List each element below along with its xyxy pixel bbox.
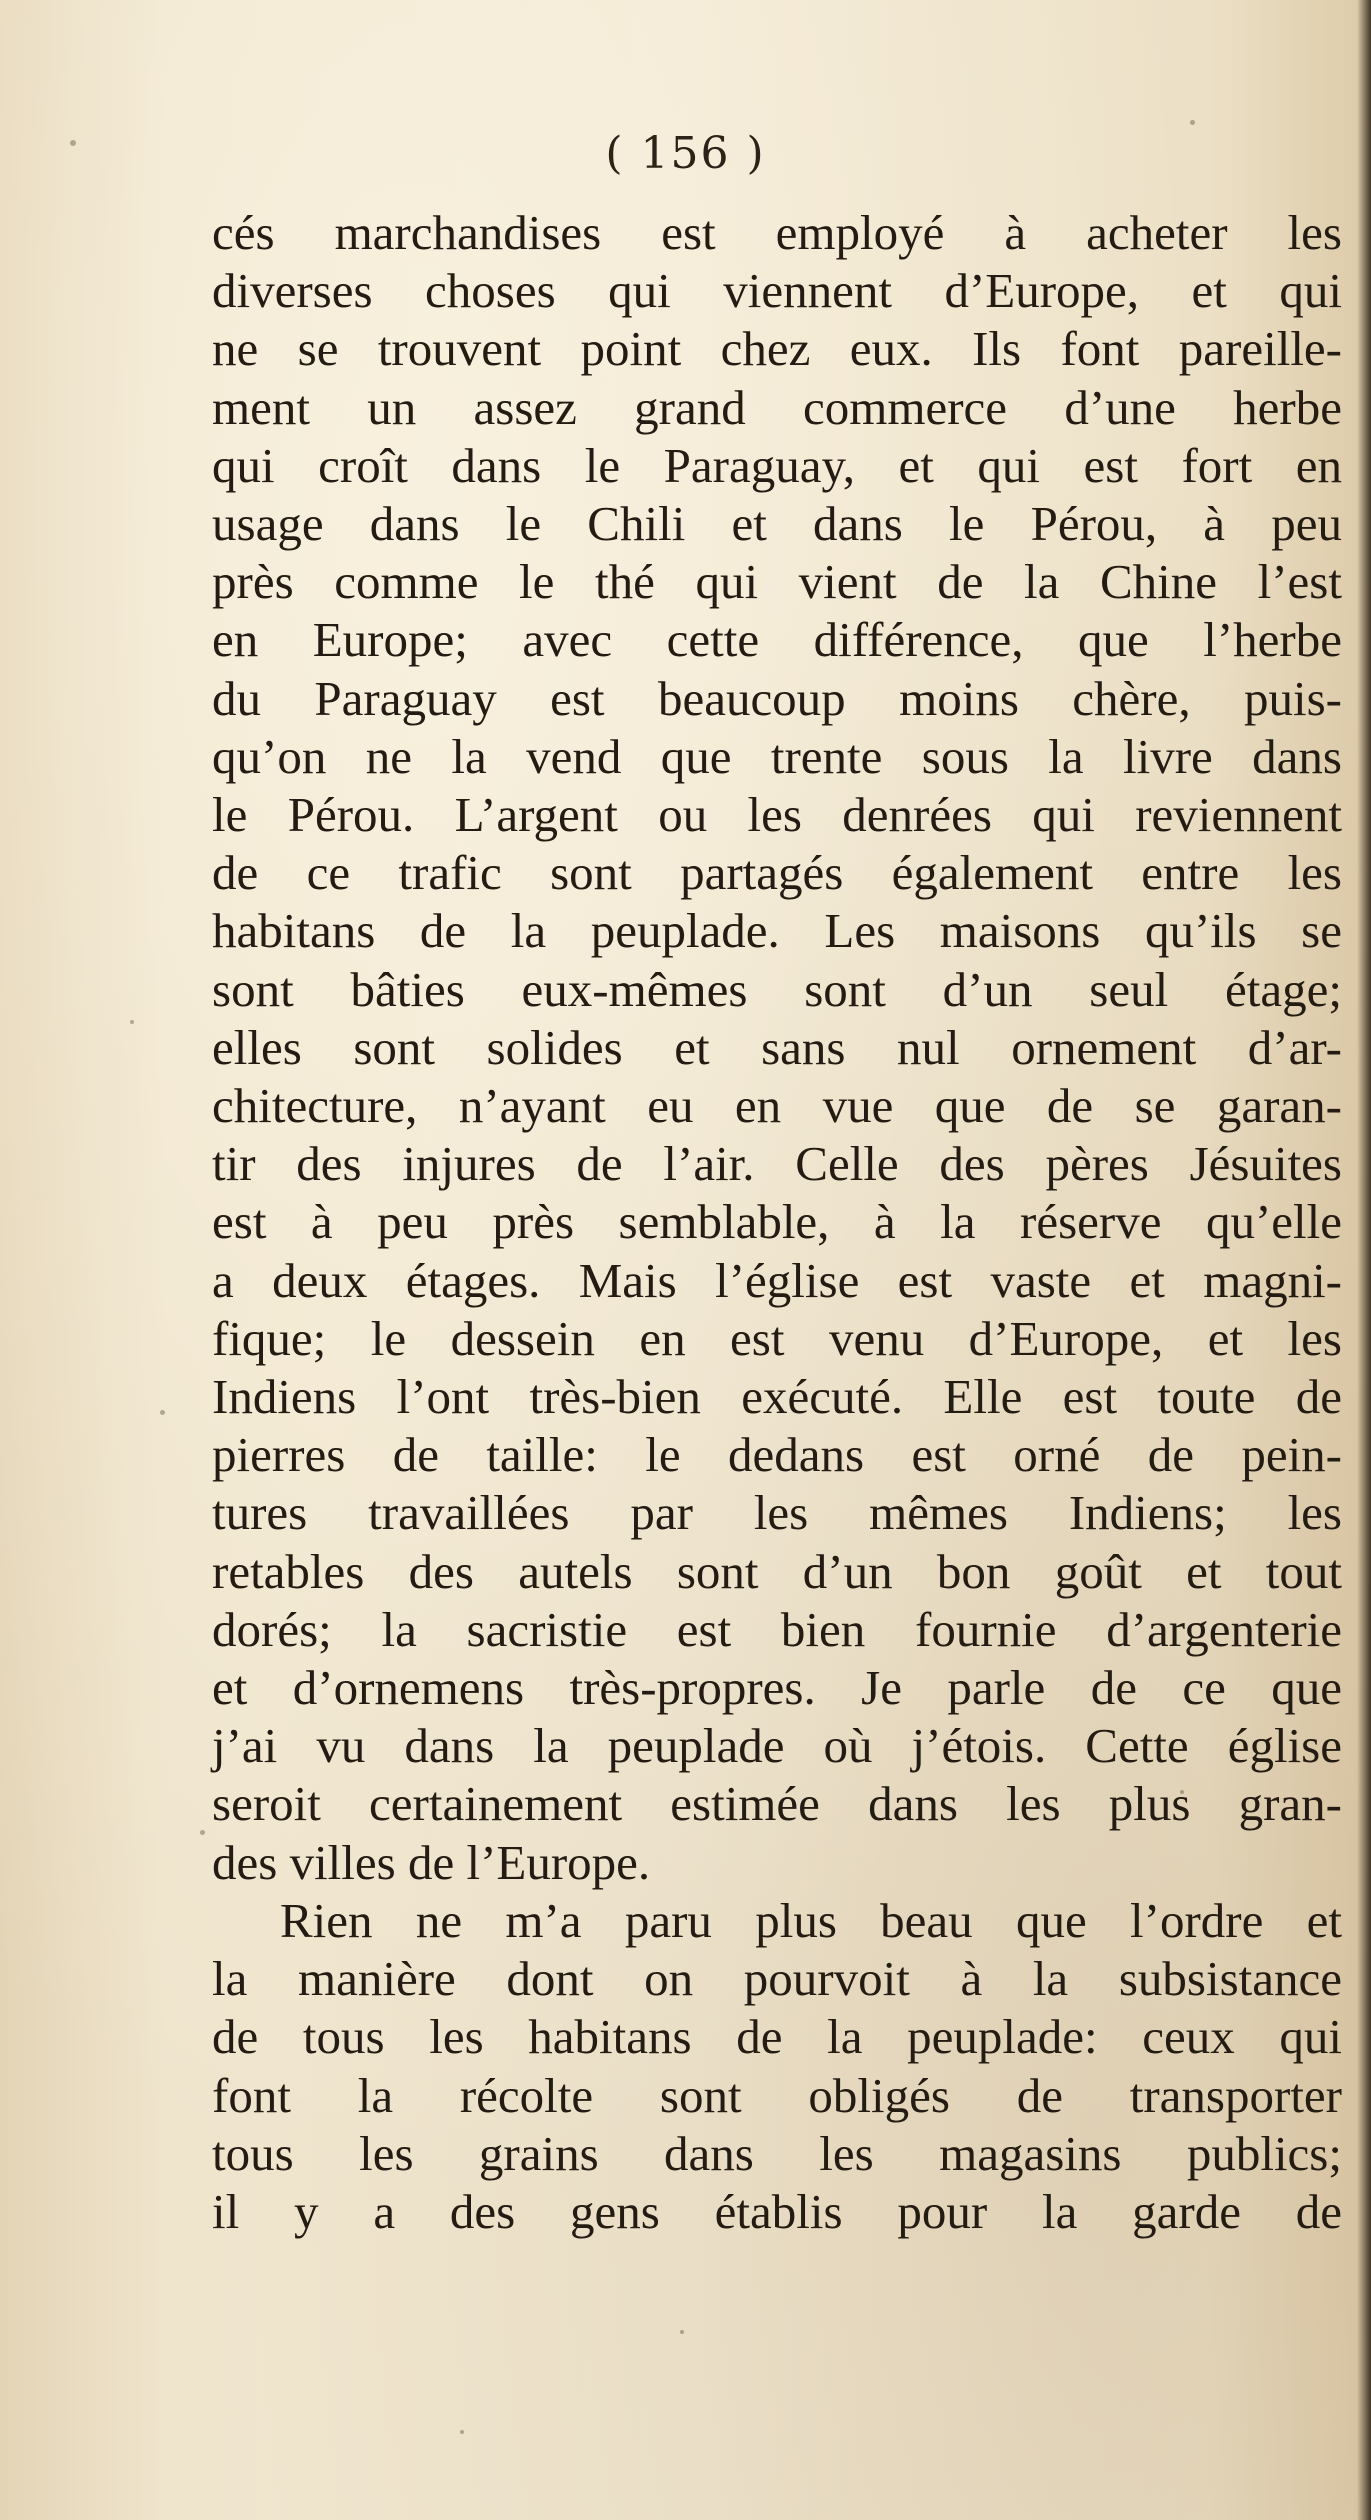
text-line: près comme le thé qui vient de la Chine l’est: [212, 554, 1342, 610]
text-line: font la récolte sont obligés de transporter: [212, 2067, 1342, 2123]
text-line: Indiens l’ont très-bien exécuté. Elle est toute de: [212, 1369, 1342, 1425]
paper-speck: [160, 1410, 165, 1415]
text-line: habitans de la peuplade. Les maisons qu’ils se: [212, 903, 1342, 959]
text-line: qui croît dans le Paraguay, et qui est fort en: [212, 437, 1342, 493]
text-line: du Paraguay est beaucoup moins chère, puis-: [212, 670, 1342, 726]
paper-speck: [460, 2430, 464, 2434]
text-line: ne se trouvent point chez eux. Ils font pareille-: [212, 321, 1342, 377]
text-line: elles sont solides et sans nul ornement d’ar-: [212, 1019, 1342, 1075]
text-line: tous les grains dans les magasins publics;: [212, 2125, 1342, 2181]
text-line: est à peu près semblable, à la réserve qu’elle: [212, 1194, 1342, 1250]
text-line: pierres de taille: le dedans est orné de pein-: [212, 1427, 1342, 1483]
paper-speck: [1190, 120, 1195, 125]
text-line: de tous les habitans de la peuplade: ceux qui: [212, 2009, 1342, 2065]
text-line: retables des autels sont d’un bon goût et tout: [212, 1543, 1342, 1599]
paragraph-2: [212, 1892, 1342, 2241]
text-line: dorés; la sacristie est bien fournie d’argenterie: [212, 1601, 1342, 1657]
text-line: en Europe; avec cette différence, que l’herbe: [212, 612, 1342, 668]
text-line: la manière dont on pourvoit à la subsistance: [212, 1951, 1342, 2007]
text-line: j’ai vu dans la peuplade où j’étois. Cette église: [212, 1718, 1342, 1774]
text-line: des villes de l’Europe.: [212, 1834, 651, 1890]
page-number: ( 156 ): [605, 128, 766, 179]
text-line: sont bâties eux-mêmes sont d’un seul étage;: [212, 961, 1342, 1017]
text-line: fique; le dessein en est venu d’Europe, et les: [212, 1310, 1342, 1366]
text-line: Rien ne m’a paru plus beau que l’ordre et: [280, 1892, 1342, 1948]
paper-speck: [70, 140, 76, 146]
text-line: a deux étages. Mais l’église est vaste et magni-: [212, 1252, 1342, 1308]
text-line: le Pérou. L’argent ou les denrées qui reviennent: [212, 787, 1342, 843]
text-line: cés marchandises est employé à acheter les: [212, 205, 1342, 260]
paragraph-1: [212, 204, 1342, 1892]
text-line: de ce trafic sont partagés également entre les: [212, 845, 1342, 901]
body-text: [212, 204, 1342, 2241]
paper-speck: [200, 1830, 205, 1835]
text-line: il y a des gens établis pour la garde de: [212, 2183, 1342, 2239]
text-line: tures travaillées par les mêmes Indiens; les: [212, 1485, 1342, 1541]
text-line: qu’on ne la vend que trente sous la livre dans: [212, 728, 1342, 784]
text-line: seroit certainement estimée dans les plus gran-: [212, 1776, 1342, 1832]
text-line: tir des injures de l’air. Celle des pères Jésuites: [212, 1136, 1342, 1192]
text-line: ment un assez grand commerce d’une herbe: [212, 379, 1342, 435]
text-line: usage dans le Chili et dans le Pérou, à peu: [212, 496, 1342, 552]
text-line: chitecture, n’ayant eu en vue que de se garan-: [212, 1078, 1342, 1134]
paper-speck: [130, 1020, 134, 1024]
paper-speck: [680, 2330, 684, 2334]
paper-speck: [1180, 1790, 1184, 1794]
page-edge-shadow: [1357, 0, 1371, 2520]
text-line: et d’ornemens très-propres. Je parle de ce que: [212, 1660, 1342, 1716]
text-line: diverses choses qui viennent d’Europe, et qui: [212, 263, 1342, 319]
